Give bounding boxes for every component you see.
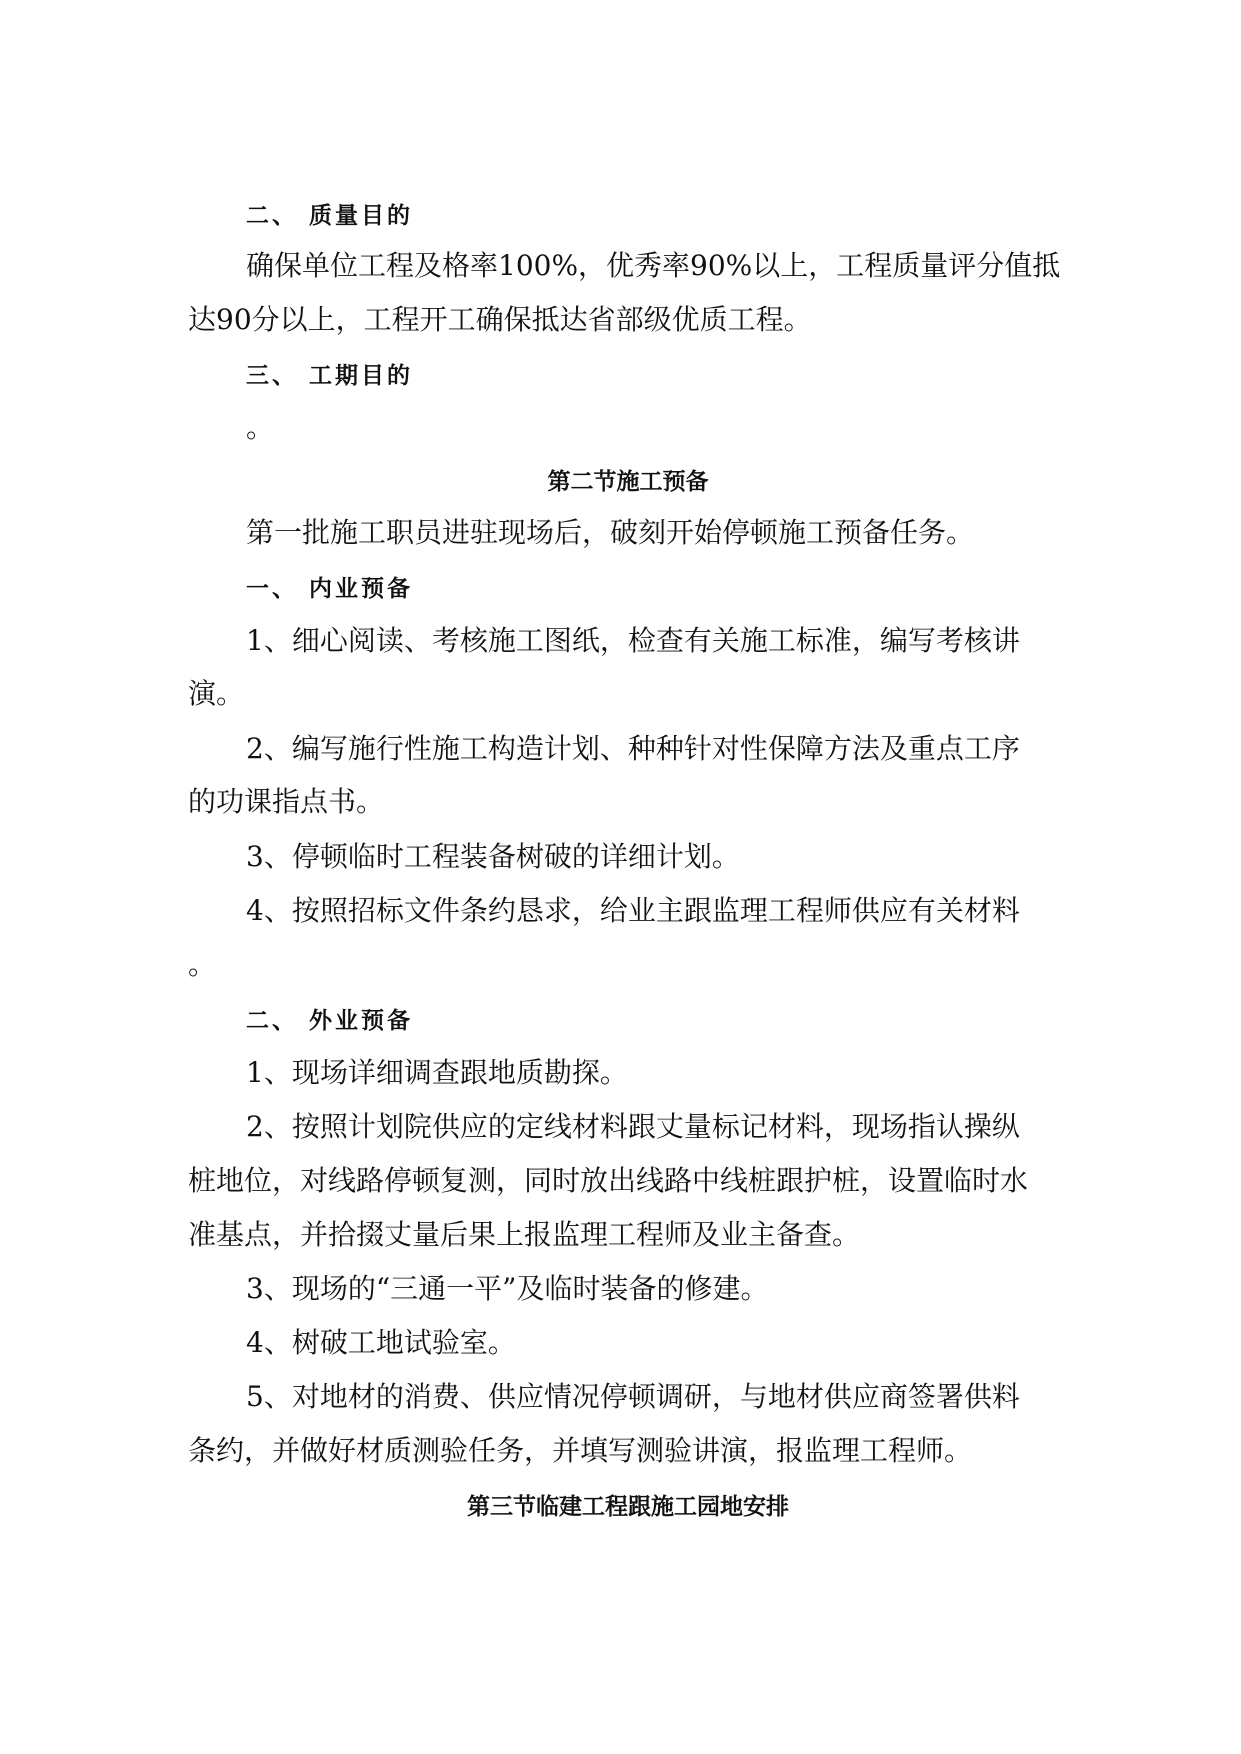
list-item: 3、现场的“三通一平”及临时装备的修建。 [246, 1272, 769, 1305]
paragraph-line: 。 [188, 948, 217, 981]
section-title-construction-prep: 第二节施工预备 [547, 469, 709, 495]
paragraph-line: 准基点，并拾掇丈量后果上报监理工程师及业主备查。 [188, 1218, 861, 1251]
list-item: 1、现场详细调查跟地质勘探。 [246, 1056, 628, 1089]
paragraph-line: 演。 [188, 677, 245, 710]
paragraph-line: 确保单位工程及格率100%，优秀率90%以上，工程质量评分值抵 [246, 249, 1061, 282]
list-item: 3、停顿临时工程装备树破的详细计划。 [246, 840, 740, 873]
list-item: 4、树破工地试验室。 [246, 1326, 516, 1359]
paragraph-line: 。 [246, 411, 275, 444]
list-item: 2、编写施行性施工构造计划、种种针对性保障方法及重点工序 [246, 732, 1020, 765]
list-item: 2、按照计划院供应的定线材料跟丈量标记材料，现场指认操纵 [246, 1110, 1020, 1143]
paragraph-line: 条约，并做好材质测验任务，并填写测验讲演，报监理工程师。 [188, 1434, 973, 1467]
heading-schedule-goal: 三、 工期目的 [246, 363, 414, 389]
list-item: 1、细心阅读、考核施工图纸，检查有关施工标准，编写考核讲 [246, 624, 1020, 657]
heading-external-prep: 二、 外业预备 [246, 1008, 414, 1034]
list-item: 4、按照招标文件条约恳求，给业主跟监理工程师供应有关材料 [246, 894, 1020, 927]
paragraph-line: 达90分以上，工程开工确保抵达省部级优质工程。 [188, 303, 812, 336]
paragraph-line: 桩地位，对线路停顿复测，同时放出线路中线桩跟护桩，设置临时水 [188, 1164, 1029, 1197]
heading-quality-goal: 二、 质量目的 [246, 203, 414, 229]
paragraph-line: 的功课指点书。 [188, 785, 385, 818]
section-title-temporary-works: 第三节临建工程跟施工园地安排 [467, 1494, 789, 1520]
list-item: 5、对地材的消费、供应情况停顿调研，与地材供应商签署供料 [246, 1380, 1020, 1413]
paragraph-line: 第一批施工职员进驻现场后，破刻开始停顿施工预备任务。 [246, 516, 975, 549]
heading-internal-prep: 一、 内业预备 [246, 576, 414, 602]
